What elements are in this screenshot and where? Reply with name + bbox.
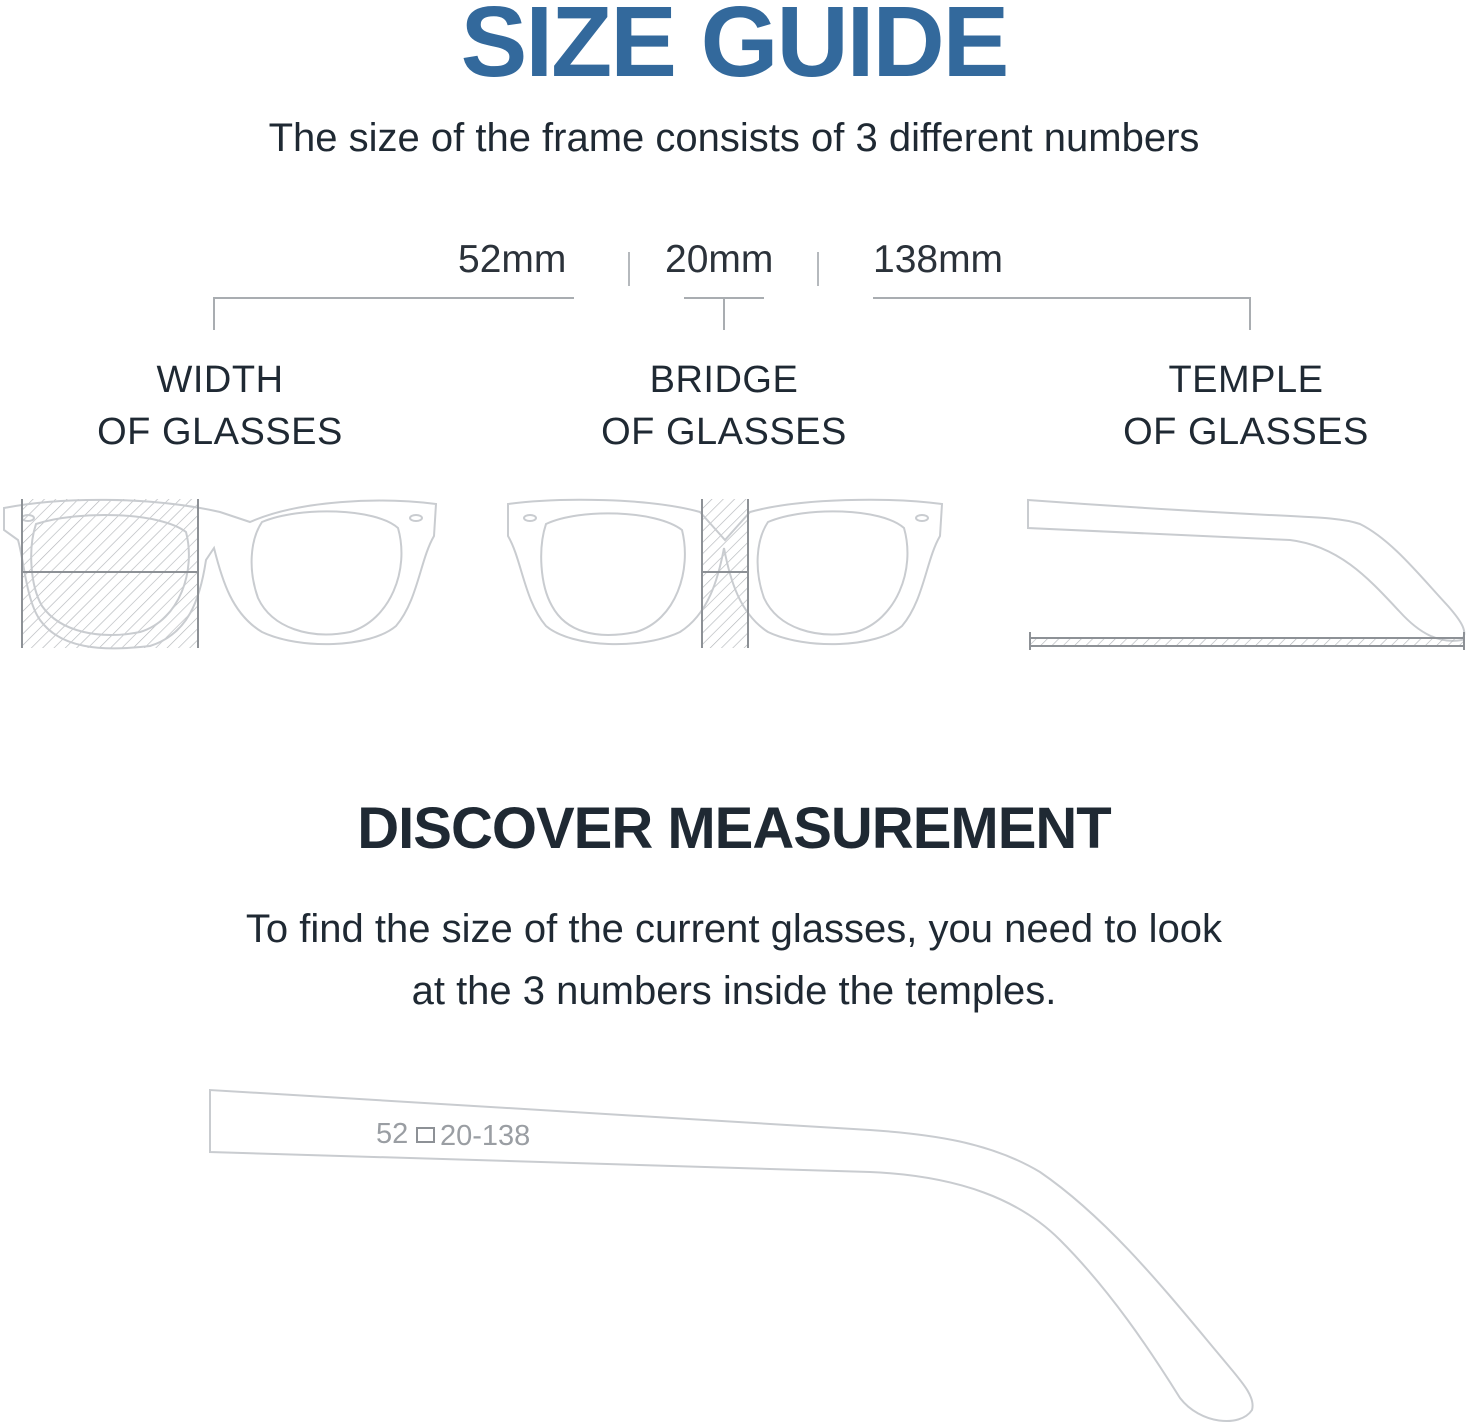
temple-marking-rest: 20-138 (440, 1120, 531, 1152)
page-title: SIZE GUIDE (460, 0, 1008, 98)
discover-text (0, 898, 1468, 1022)
width-bracket (214, 298, 574, 330)
discover-heading: DISCOVER MEASUREMENT (357, 796, 1111, 861)
temple-value: 138mm (873, 238, 1004, 281)
width-label-line2: OF GLASSES (97, 411, 343, 453)
temple-label-line2: OF GLASSES (1123, 411, 1369, 453)
discover-line2: at the 3 numbers inside the temples. (411, 969, 1057, 1013)
glasses-bridge-illustration (508, 499, 942, 648)
glasses-width-illustration (4, 499, 436, 648)
temple-hatch-bar (1030, 638, 1464, 646)
width-label-line1: WIDTH (156, 359, 284, 401)
lens-size-square-icon (417, 1128, 434, 1142)
bridge-value: 20mm (665, 238, 774, 281)
discover-line1: To find the size of the current glasses, you need to look (245, 907, 1223, 951)
bridge-label-line2: OF GLASSES (601, 411, 847, 453)
bridge-bracket (684, 298, 764, 330)
temple-marking-lens: 52 (376, 1118, 409, 1150)
page-subtitle: The size of the frame consists of 3 different numbers (268, 116, 1200, 160)
temple-arm-illustration (1028, 500, 1464, 650)
width-value: 52mm (458, 238, 567, 281)
temple-arm-large (210, 1090, 1253, 1421)
temple-label-line1: TEMPLE (1168, 359, 1324, 401)
bridge-label-line1: BRIDGE (649, 359, 799, 401)
temple-bracket (873, 298, 1250, 330)
